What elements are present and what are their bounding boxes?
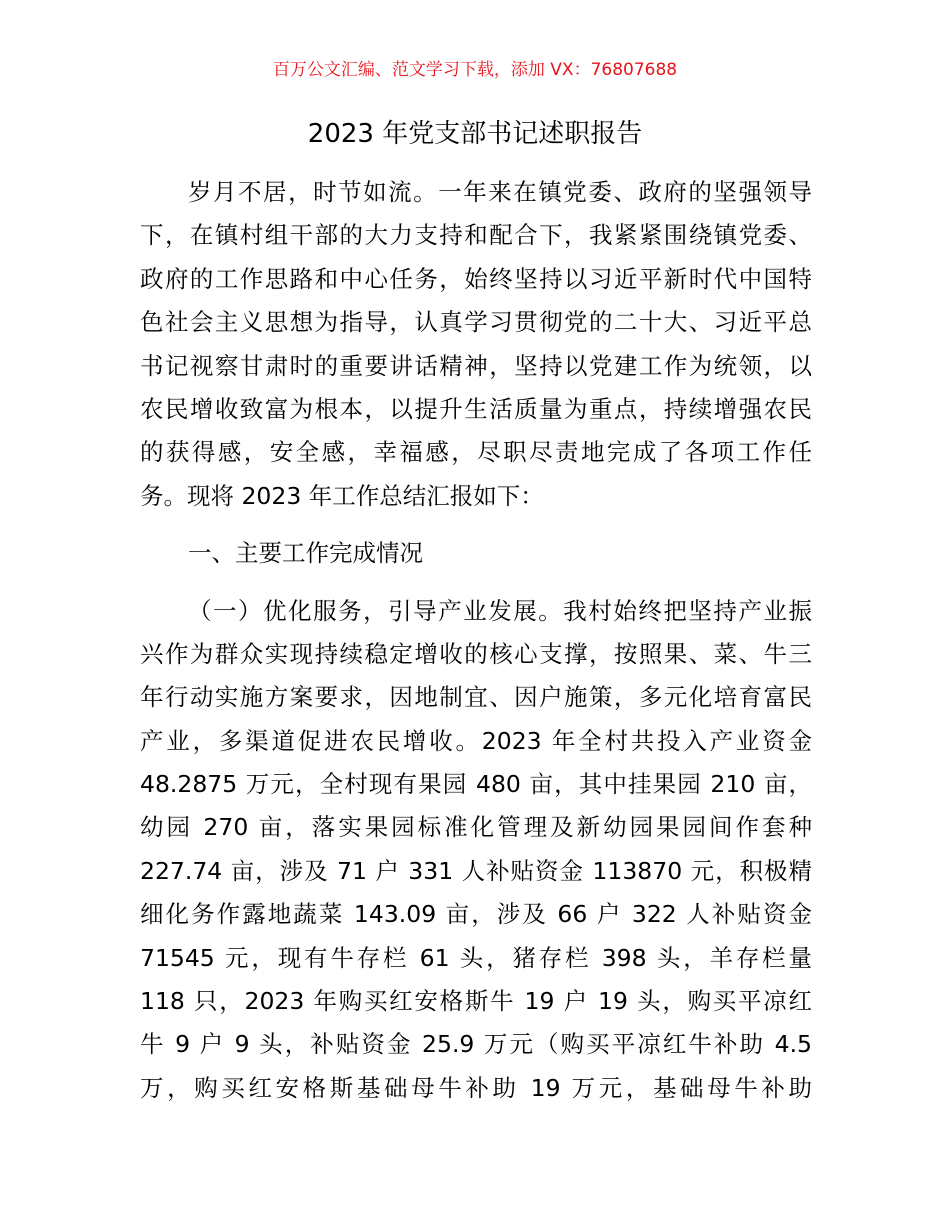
paragraph-line: 兴作为群众实现持续稳定增收的核心支撑，按照果、菜、牛三: [140, 639, 812, 668]
paragraph-line: 农民增收致富为根本，以提升生活质量为重点，持续增强农民: [140, 394, 812, 423]
paragraph-line: 幼园 270 亩，落实果园标准化管理及新幼园果园间作套种: [140, 813, 812, 842]
paragraph-line: （一）优化服务，引导产业发展。我村始终把坚持产业振: [188, 596, 812, 625]
paragraph-line: 务。现将 2023 年工作总结汇报如下：: [140, 481, 544, 510]
paragraph-spacer: [140, 576, 812, 590]
paragraph-spacer: [140, 518, 812, 532]
paragraph-line: 产业，多渠道促进农民增收。2023 年全村共投入产业资金: [140, 726, 812, 755]
paragraph-line: 岁月不居，时节如流。一年来在镇党委、政府的坚强领导: [188, 178, 812, 206]
section-heading: 一、主要工作完成情况: [188, 539, 423, 568]
paragraph-line: 的获得感，安全感，幸福感，尽职尽责地完成了各项工作任: [140, 438, 812, 467]
paragraph-line: 48.2875 万元，全村现有果园 480 亩，其中挂果园 210 亩，: [140, 770, 812, 799]
document-title: 2023 年党支部书记述职报告: [307, 119, 643, 149]
paragraph-line: 书记视察甘肃时的重要讲话精神，坚持以党建工作为统领，以: [140, 351, 812, 380]
document-body: [140, 171, 812, 1110]
paragraph-line: 色社会主义思想为指导，认真学习贯彻党的二十大、习近平总: [140, 308, 812, 337]
paragraph-line: 118 只，2023 年购买红安格斯牛 19 户 19 头，购买平凉红: [140, 987, 812, 1016]
paragraph-line: 万，购买红安格斯基础母牛补助 19 万元，基础母牛补助: [140, 1073, 812, 1102]
header-watermark-note: 百万公文汇编、范文学习下载，添加 VX：76807688: [272, 60, 678, 80]
paragraph-line: 政府的工作思路和中心任务，始终坚持以习近平新时代中国特: [140, 264, 812, 293]
paragraph-line: 下，在镇村组干部的大力支持和配合下，我紧紧围绕镇党委、: [140, 221, 812, 250]
subsection-paragraph: [140, 590, 812, 1111]
paragraph-line: 227.74 亩，涉及 71 户 331 人补贴资金 113870 元，积极精: [140, 856, 812, 885]
paragraph-line: 细化务作露地蔬菜 143.09 亩，涉及 66 户 322 人补贴资金: [140, 900, 812, 929]
intro-paragraph: [140, 171, 812, 518]
paragraph-line: 年行动实施方案要求，因地制宜、因户施策，多元化培育富民: [140, 683, 812, 712]
paragraph-line: 牛 9 户 9 头，补贴资金 25.9 万元（购买平凉红牛补助 4.5: [140, 1030, 812, 1059]
paragraph-line: 71545 元，现有牛存栏 61 头，猪存栏 398 头，羊存栏量: [140, 943, 812, 972]
